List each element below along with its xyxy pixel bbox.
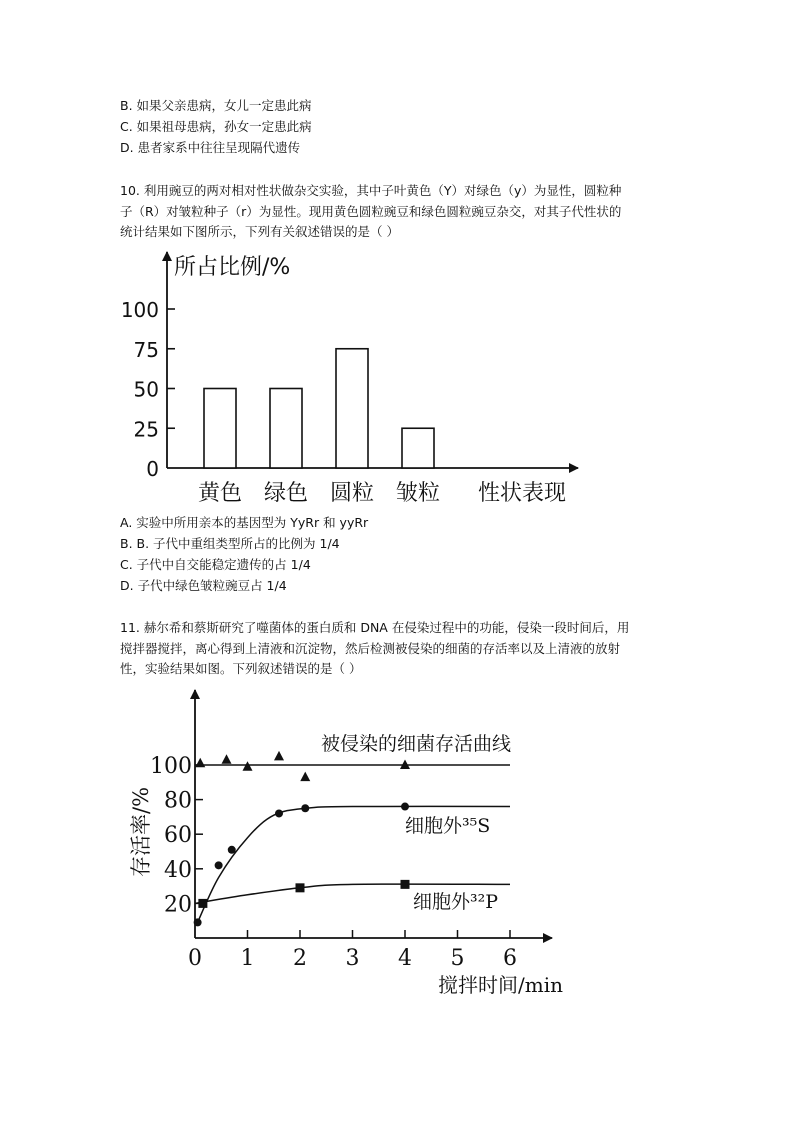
q11-line-3: 性，实验结果如图。下列叙述错误的是（ ） <box>120 661 362 676</box>
s35-marker <box>228 846 236 854</box>
line-x-tick-label: 5 <box>450 946 465 971</box>
p32-marker <box>198 899 207 908</box>
survival-marker <box>274 751 284 761</box>
q10-line-2: 子（R）对皱粒种子（r）为显性。现用黄色圆粒豌豆和绿色圆粒豌豆杂交，对其子代性状的 <box>120 203 622 219</box>
bar-category-label: 圆粒 <box>329 481 375 506</box>
bar <box>402 428 434 468</box>
bar-category-label: 皱粒 <box>395 481 441 506</box>
line-x-tick-label: 2 <box>293 946 307 971</box>
bar-y-tick-label: 0 <box>146 457 159 481</box>
bar-x-axis-label: 性状表现 <box>478 481 567 506</box>
q9-option-d: D. 患者家系中往往呈现隔代遗传 <box>120 140 301 155</box>
survival-marker <box>222 754 232 764</box>
line-y-axis-label: 存活率/% <box>129 786 153 877</box>
series-label-survival: 被侵染的细菌存活曲线 <box>321 733 512 755</box>
q9-option-c: C. 如果祖母患病，孙女一定患此病 <box>120 119 312 134</box>
series-label-32p: 细胞外³²P <box>413 891 499 913</box>
series-label-35s: 细胞外³⁵S <box>405 815 491 837</box>
q10-option-d: D. 子代中绿色皱粒豌豆占 1/4 <box>120 578 287 593</box>
line-y-tick-label: 80 <box>164 788 192 814</box>
q11-line-2: 搅拌器搅拌，离心得到上清液和沉淀物，然后检测被侵染的细菌的存活率以及上清液的放射 <box>120 640 621 656</box>
line-y-tick-label: 60 <box>164 823 192 849</box>
line-y-tick-label: 20 <box>164 892 192 918</box>
bar-category-label: 绿色 <box>263 481 309 506</box>
s35-marker <box>301 804 309 812</box>
bar-y-tick-label: 25 <box>133 417 159 442</box>
bar-y-tick-label: 100 <box>120 298 159 322</box>
s35-marker <box>215 861 223 869</box>
bar-y-tick-label: 75 <box>133 337 159 362</box>
bar <box>270 389 302 469</box>
bar-chart <box>0 0 794 520</box>
bar-category-label: 黄色 <box>197 481 243 506</box>
q10-line-1: 10. 利用豌豆的两对相对性状做杂交实验，其中子叶黄色（Y）对绿色（y）为显性，圆粒种 <box>120 183 622 198</box>
q10-option-b: B. B. 子代中重组类型所占的比例为 1/4 <box>120 536 340 551</box>
p32-marker <box>401 880 410 889</box>
line-x-tick-label: 4 <box>398 946 412 971</box>
q10-line-3: 统计结果如下图所示，下列有关叙述错误的是（ ） <box>120 224 399 239</box>
line-chart <box>0 680 794 1010</box>
line-x-axis-label: 搅拌时间/min <box>438 973 563 997</box>
s35-marker <box>401 803 409 811</box>
line-x-tick-label: 3 <box>345 946 360 971</box>
line-y-tick-label: 40 <box>164 857 192 883</box>
s35-marker <box>275 809 283 817</box>
bar <box>204 389 236 469</box>
line-x-tick-label: 0 <box>188 946 202 971</box>
s35-marker <box>194 918 202 926</box>
line-x-tick-label: 6 <box>503 946 517 971</box>
survival-marker <box>195 758 205 768</box>
q10-option-a: A. 实验中所用亲本的基因型为 YyRr 和 yyRr <box>120 515 369 530</box>
survival-marker <box>243 761 253 771</box>
bar-y-tick-label: 50 <box>133 377 159 402</box>
line-x-tick-label: 1 <box>240 946 255 971</box>
q11-line-1: 11. 赫尔希和蔡斯研究了噬菌体的蛋白质和 DNA 在侵染过程中的功能，侵染一段时间后，用 <box>120 620 630 635</box>
survival-marker <box>300 772 310 782</box>
p32-marker <box>296 883 305 892</box>
bar-y-axis-label: 所占比例/% <box>174 255 291 280</box>
q9-option-b: B. 如果父亲患病，女儿一定患此病 <box>120 98 312 113</box>
q10-option-c: C. 子代中自交能稳定遗传的占 1/4 <box>120 557 311 572</box>
bar <box>336 349 368 468</box>
question-11-stem <box>120 618 680 680</box>
line-y-tick-label: 100 <box>150 754 192 779</box>
